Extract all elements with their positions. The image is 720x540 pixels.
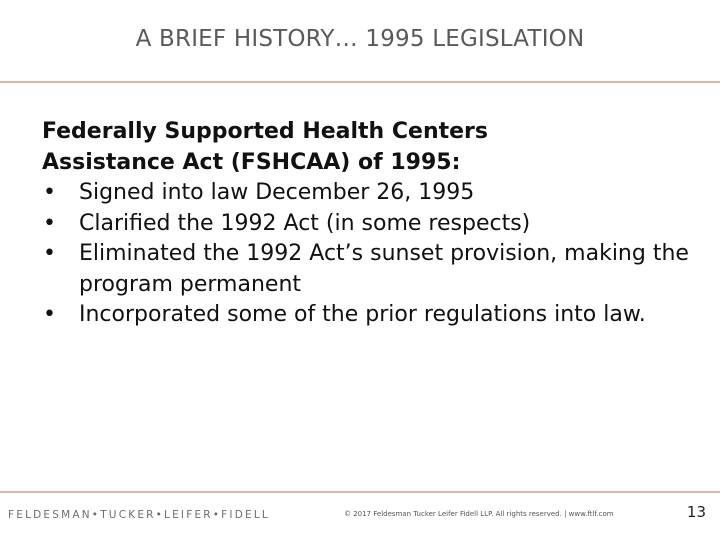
slide-title: A BRIEF HISTORY… 1995 LEGISLATION [135, 26, 585, 52]
bullet-text: Eliminated the 1992 Act’s sunset provision, making the program permanent [79, 241, 689, 297]
bullet-item [42, 239, 692, 300]
bullet-item [42, 209, 692, 240]
bullet-dot-icon: • [43, 180, 56, 205]
page-number: 13 [686, 503, 706, 521]
heading-line-1: Federally Supported Health Centers [42, 119, 488, 144]
bullet-list [42, 178, 692, 331]
bullet-item [42, 300, 692, 331]
heading-line-2: Assistance Act (FSHCAA) of 1995: [42, 149, 461, 175]
bullet-dot-icon: • [43, 302, 56, 327]
footer-divider [0, 491, 720, 493]
slide-body [42, 117, 692, 331]
title-divider [0, 81, 720, 83]
bullet-text: Clarified the 1992 Act (in some respects) [79, 210, 531, 236]
firm-logo: FELDESMAN•TUCKER•LEIFER•FIDELL [8, 509, 270, 521]
bullet-dot-icon: • [43, 210, 56, 236]
copyright-notice: © 2017 Feldesman Tucker Leifer Fidell LLP. All rights reserved. | www.ftlf.com [344, 510, 614, 518]
bullet-text: Incorporated some of the prior regulations into law. [79, 302, 646, 327]
bullet-text: Signed into law December 26, 1995 [79, 180, 475, 205]
bullet-item [42, 178, 692, 209]
bullet-dot-icon: • [43, 241, 56, 266]
